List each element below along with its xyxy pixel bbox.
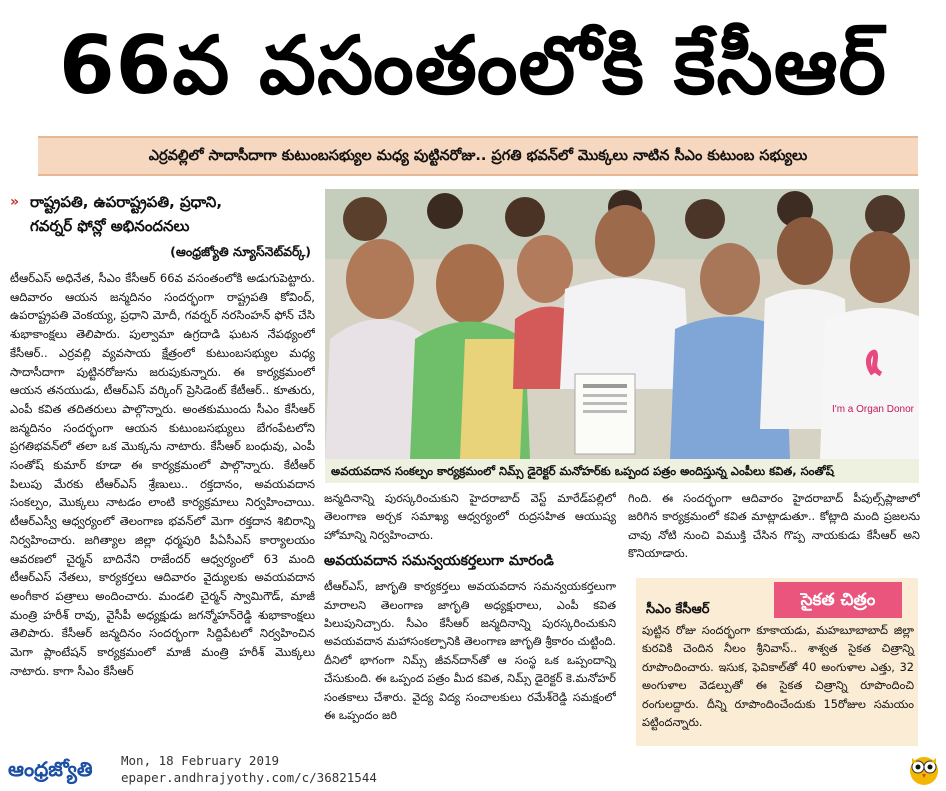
sand-art-label: సైకత చిత్రం xyxy=(774,582,902,618)
footer-url[interactable]: epaper.andhrajyothy.com/c/36821544 xyxy=(121,770,377,785)
subheadline: ఎర్రవల్లిలో సాదాసీదాగా కుటుంబసభ్యుల మధ్య పుట్టినరోజు.. ప్రగతి భవన్‌లో మొక్కలు నాటిన సీఎం కుటుంబ సభ్యులు xyxy=(38,136,918,176)
owl-icon xyxy=(908,752,940,786)
sand-art-text: పుట్టిన రోజు సందర్భంగా కూకాయడు, మహబూబాబాద్ జిల్లా కురవికి చెందిన నీలం శ్రీనివాస్.. శాశ్వత సైకత చిత్రాన్ని రూపొందించారు. ఇసుక, ఫెవికాల్‌తో 40 అంగుళాల ఎత్తు, 32 అంగుళాల వెడల్పుతో ఈ సైకత చిత్రాన్ని రూపొందించి రంగులద్దారు. దీన్ని రూపొందించేందుకు 15రోజుల సమయం పట్టిందన్నారు. xyxy=(642,624,914,730)
column-2-text-a: జన్మదినాన్ని పురస్కరించుకుని హైదరాబాద్ వెస్ట్ మారేడ్‌పల్లిలో తెలంగాణ అర్చక సమాఖ్య ఆధ్వర్యంలో రుద్రసహిత ఆయుష్య హోమాన్ని నిర్వహించారు. xyxy=(324,492,616,542)
column-3-text: గింది. ఈ సందర్భంగా ఆదివారం హైదరాబాద్ పీపుల్స్‌ప్లాజాలో జరిగిన కార్యక్రమంలో కవిత మాట్లాడుతూ.. కోట్లాది మంది ప్రజలను చావు నోటి నుంచి విముక్తి చేసిన గొప్ప నాయకుడు కేసీఆర్ అని కొనియాడారు. xyxy=(628,492,920,561)
bullet-heading xyxy=(10,190,315,238)
bullet-heading-line-1: రాష్ట్రపతి, ఉపరాష్ట్రపతి, ప్రధాని, xyxy=(30,193,223,211)
bullet-heading-line-2: గవర్నర్ ఫోన్లో అభినందనలు xyxy=(30,217,190,235)
photo-caption: అవయవదాన సంకల్పం కార్యక్రమంలో నిమ్స్ డైరెక్టర్ మనోహర్‌కు ఒప్పంద పత్రం అందిస్తున్న ఎంపీలు కవిత, సంతోష్ xyxy=(325,459,919,483)
column-2-text-b: టీఆర్ఎస్, జాగృతి కార్యకర్తలు అవయవదాన సమన్వయకర్తలుగా మారాలని తెలంగాణ జాగృతి అధ్యక్షురాలు, ఎంపీ కవిత పిలుపునిచ్చారు. సీఎం కేసీఆర్ జన్మదినాన్ని పురస్కరించుకుని అవయవదాన మహాసంకల్పానికి తెలంగాణ జాగృతి శ్రీకారం చుట్టింది. దీనిలో భాగంగా నిమ్స్ జీవన్‌దాన్‌తో ఆ సంస్థ ఒక ఒప్పందాన్ని చేసుకుంది. ఈ ఒప్పంద పత్రం మీద కవిత, నిమ్స్ డైరెక్టర్ కె.మనోహర్ సంతకాలు చేశారు. వైద్య విద్య సంచాలకులు రమేశ్‌రెడ్డి సమక్షంలో ఈ ఒప్పందం జరి xyxy=(324,580,616,723)
article-column-1 xyxy=(10,190,315,746)
article-column-2 xyxy=(324,490,616,746)
headline: 66వ వసంతంలోకి కేసీఆర్ xyxy=(59,19,887,112)
byline: (ఆంధ్రజ్యోతి న్యూస్‌నెట్‌వర్క్) xyxy=(170,244,311,259)
photo-illustration xyxy=(325,189,919,459)
footer-date: Mon, 18 February 2019 xyxy=(121,753,280,768)
sand-art-box xyxy=(636,578,918,746)
article-column-3 xyxy=(628,490,920,580)
news-photo xyxy=(325,189,919,459)
column-2-subheading: అవయవదాన సమన్వయకర్తలుగా మారండి xyxy=(324,553,554,570)
publication-logo: ఆంధ్రజ్యోతి xyxy=(8,757,93,781)
sash-text: I'm a Organ Donor xyxy=(832,404,914,415)
sand-art-title: సీఎం కేసీఆర్ xyxy=(646,602,710,617)
column-1-text: టీఆర్ఎస్ అధినేత, సీఎం కేసీఆర్ 66వ వసంతంలోకి అడుగుపెట్టారు. ఆదివారం ఆయన జన్మదినం సందర్భంగా రాష్ట్రపతి కోవింద్, ఉపరాష్ట్రపతి వెంకయ్య, ప్రధాని మోదీ, గవర్నర్ నరసింహన్ ఫోన్ చేసి శుభాకాంక్షలు తెలిపారు. పుల్వామా ఉగ్రదాడి ఘటన నేపథ్యంలో కేసీఆర్.. ఎర్రవల్లి వ్యవసాయ క్షేత్రంలో కుటుంబసభ్యుల మధ్య సాదాసీదాగా పుట్టినరోజును జరుపుకున్నారు. ఈ కార్యక్రమంలో ఆయన తనయుడు, టీఆర్ఎస్ వర్కింగ్ ప్రెసిడెంట్ కేటీఆర్.. కూతురు, ఎంపీ కవిత తదితరులు పాల్గొన్నారు. అంతకుముందు సీఎం కేసీఆర్ జన్మదినం సందర్భంగా ఆయన కుటుంబసభ్యులు బేగంపేటలోని ప్రగతిభవన్‌లో తలా ఒక మొక్కను నాటారు. కేసీఆర్ బంధువు, ఎంపీ సంతోష్ కుమార్ కూడా ఈ కార్యక్రమంలో పాల్గొన్నారు. కేటీఆర్ పిలుపు మేరకు టీఆర్ఎస్ శ్రేణులు.. రక్తదానం, అవయవదాన సంకల్పం, మొక్కలు నాటడం లాంటి కార్యక్రమాలు నిర్వహించాయి. టీఆర్ఎస్వీ ఆధ్వర్యంలో తెలంగాణ భవన్‌లో మెగా రక్తదాన శిబిరాన్ని నిర్వహించారు. జగిత్యాల జిల్లా ధర్మపురి పీఏసీఎస్ కార్యాలయం ఆవరణలో చైర్మన్ బాదినేని రాజేందర్ ఆధ్వర్యంలో 63 మంది టీఆర్ఎస్ నేతలు, కార్యకర్తలు ఆదివారం వైద్యులకు అవయవదాన అంగీకార పత్రాలు అందించారు. మండలి చైర్మన్ స్వామిగౌడ్, మాజీ మంత్రి హరీశ్ రావు, వైసీపీ అధ్యక్షుడు జగన్మోహన్‌రెడ్డి శుభాకాంక్షలు తెలిపారు. కేసీఆర్ జన్మదినం సందర్భంగా సిద్దిపేటలో నిర్వహించిన మెగా ప్లాంటేషన్ కార్యక్రమంలో మాజీ మంత్రి హరీశ్ మొక్కలు నాటారు. కాగా సీఎం కేసీఆర్ xyxy=(10,271,315,678)
double-arrow-icon: » xyxy=(10,194,20,210)
